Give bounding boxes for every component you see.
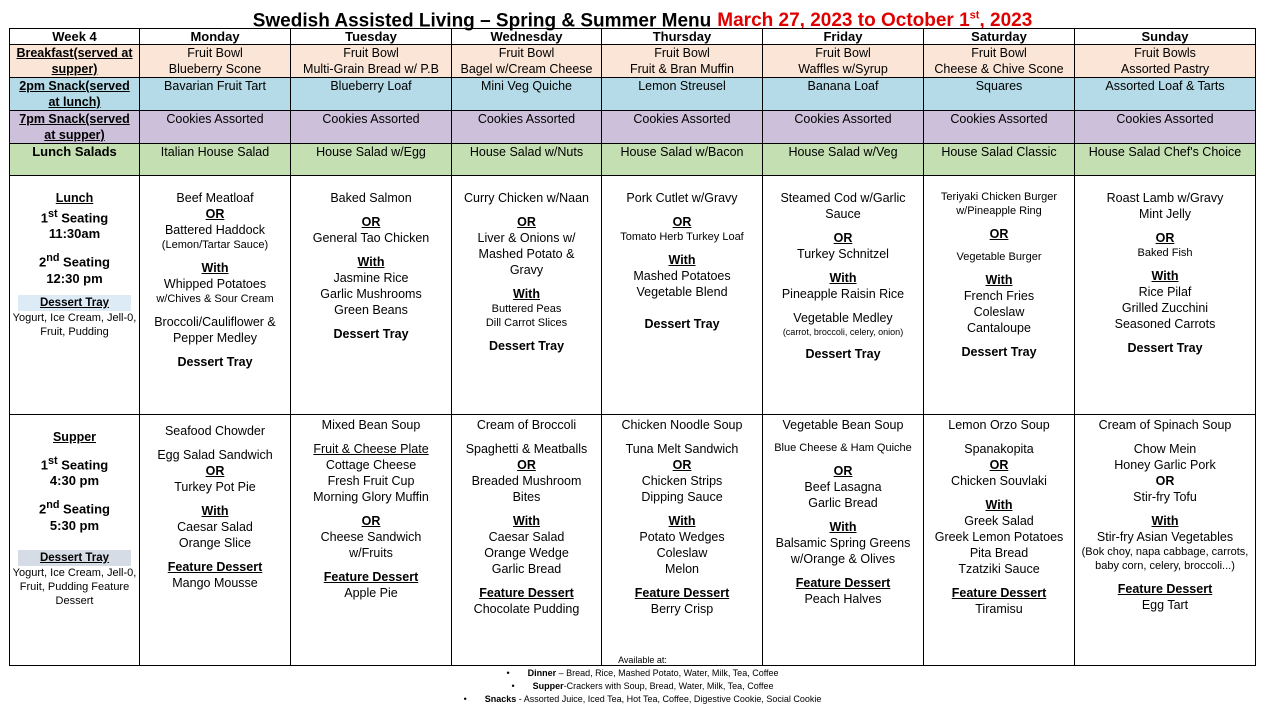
soup: Mixed Bean Soup (321, 418, 421, 432)
footer-text: -Crackers with Soup, Bread, Water, Milk, Tea, Coffee (563, 681, 774, 691)
supper-sunday (1075, 415, 1256, 666)
feature-dessert-label: Feature Dessert (1117, 582, 1213, 596)
side: Rice Pilaf (1138, 285, 1192, 299)
side: Grilled Zucchini (1121, 301, 1209, 315)
entree: w/Pineapple Ring (956, 205, 1042, 217)
entree: Baked Fish (1137, 247, 1193, 259)
with-label: With (513, 287, 540, 301)
side: Balsamic Spring Greens (775, 536, 911, 550)
with-label: With (985, 498, 1013, 512)
salad-item: House Salad w/Bacon (602, 144, 763, 176)
footer-item-dinner (0, 667, 1285, 680)
breakfast-cell (602, 45, 763, 78)
seat-num: 2 (38, 501, 47, 517)
side: Pepper Medley (172, 331, 258, 345)
date-range-sup: st (969, 10, 980, 22)
or-label: OR (361, 215, 381, 229)
breakfast-cell (140, 45, 291, 78)
or-label: OR (361, 514, 381, 528)
lunch-friday (763, 176, 924, 415)
lunch-wednesday (452, 176, 602, 415)
salad-item: House Salad w/Veg (763, 144, 924, 176)
footer-key: Snacks (484, 694, 517, 704)
entree: Garlic Bread (808, 496, 878, 510)
side: Jasmine Rice (333, 271, 409, 285)
lunch-tuesday (291, 176, 452, 415)
entree: Vegetable Burger (956, 251, 1042, 263)
dessert: Dessert Tray (644, 317, 720, 331)
seat-num: 1 (40, 457, 48, 473)
breakfast-cell (763, 45, 924, 78)
side: Garlic Bread (491, 562, 562, 576)
footer-key: Supper (532, 681, 564, 691)
with-label: With (513, 514, 540, 528)
breakfast-cell (924, 45, 1075, 78)
with-label: With (1151, 514, 1179, 528)
supper-tuesday (291, 415, 452, 666)
with-label: With (829, 271, 857, 285)
lunch-seating-1 (12, 206, 137, 226)
seat-num: 1 (40, 210, 48, 226)
entree: Breaded Mushroom (471, 474, 582, 488)
day-header-row (10, 29, 1256, 45)
or-label: OR (1155, 474, 1175, 488)
lunch-saturday (924, 176, 1075, 415)
lunch-row (10, 176, 1256, 415)
snack-7pm-item: Cookies Assorted (602, 111, 763, 144)
supper-wednesday (452, 415, 602, 666)
side: Greek Salad (964, 514, 1034, 528)
side: Broccoli/Cauliflower & (154, 315, 276, 329)
entree: Morning Glory Muffin (313, 490, 429, 504)
side: Stir-fry Asian Vegetables (1096, 530, 1234, 544)
soup: Seafood Chowder (164, 424, 266, 438)
salad-item: House Salad w/Nuts (452, 144, 602, 176)
entree: Mint Jelly (1138, 207, 1192, 221)
footer-item-supper (0, 680, 1285, 693)
breakfast-item: Blueberry Scone (168, 62, 262, 76)
entree: Curry Chicken w/Naan (463, 191, 590, 205)
menu-table (9, 28, 1256, 666)
footer-text: - Assorted Juice, Iced Tea, Hot Tea, Coffee, Digestive Cookie, Social Cookie (516, 694, 822, 704)
lunch-dessert-tray-label: Dessert Tray (18, 295, 131, 311)
with-label: With (357, 255, 385, 269)
seat-word: Seating (57, 210, 109, 226)
supper-dessert-tray-items: Yogurt, Ice Cream, Jell-0, Fruit, Pudding Feature Dessert (12, 566, 137, 607)
seat-sup: nd (46, 499, 60, 512)
dessert: Dessert Tray (333, 327, 409, 341)
breakfast-item: Fruit Bowls (1134, 46, 1196, 60)
dessert: Mango Mousse (172, 576, 258, 590)
salad-item: House Salad w/Egg (291, 144, 452, 176)
side: Coleslaw (656, 546, 708, 560)
side: Pita Bread (969, 546, 1029, 560)
breakfast-cell (1075, 45, 1256, 78)
side: Melon (664, 562, 700, 576)
entree: Honey Garlic Pork (1114, 458, 1216, 472)
or-label: OR (205, 464, 225, 478)
entree: Gravy (509, 263, 544, 277)
side: Potato Wedges (639, 530, 725, 544)
entree: w/Fruits (349, 546, 393, 560)
side: Vegetable Medley (793, 311, 893, 325)
day-sunday: Sunday (1075, 29, 1256, 45)
side: Green Beans (334, 303, 408, 317)
entree: Pork Cutlet w/Gravy (626, 191, 738, 205)
breakfast-item: Fruit Bowl (498, 46, 555, 60)
lunch-dessert-tray-items: Yogurt, Ice Cream, Jell-0, Fruit, Pudding (12, 311, 137, 338)
side: Whipped Potatoes (163, 277, 267, 291)
soup: Lemon Orzo Soup (948, 418, 1050, 432)
salad-item: House Salad Classic (924, 144, 1075, 176)
snack-7pm-item: Cookies Assorted (763, 111, 924, 144)
lunch-label-cell (10, 176, 140, 415)
snack-7pm-item: Cookies Assorted (924, 111, 1075, 144)
with-label: With (829, 520, 857, 534)
breakfast-item: Bagel w/Cream Cheese (460, 62, 593, 76)
feature-dessert-label: Feature Dessert (323, 570, 419, 584)
side: Dill Carrot Slices (485, 317, 568, 329)
or-label: OR (672, 215, 692, 229)
side: Greek Lemon Potatoes (934, 530, 1064, 544)
dessert: Dessert Tray (488, 339, 565, 353)
entree: Beef Meatloaf (176, 191, 254, 205)
with-label: With (201, 261, 229, 275)
soup: Cream of Spinach Soup (1098, 418, 1232, 432)
entree: Spanakopita (964, 442, 1034, 456)
side: French Fries (963, 289, 1035, 303)
dessert: Dessert Tray (805, 347, 881, 361)
side: Tzatziki Sauce (958, 562, 1040, 576)
entree: Turkey Schnitzel (797, 247, 889, 261)
side: Mashed Potatoes (633, 269, 731, 283)
entree: Chicken Souvlaki (951, 474, 1047, 488)
supper-thursday (602, 415, 763, 666)
dessert: Chocolate Pudding (473, 602, 580, 616)
snack-2pm-item: Blueberry Loaf (291, 78, 452, 111)
dessert: Berry Crisp (650, 602, 714, 616)
seat-word: Seating (57, 457, 109, 473)
snack-2pm-label: 2pm Snack(served at lunch) (10, 78, 140, 111)
snack-7pm-item: Cookies Assorted (452, 111, 602, 144)
dessert: Peach Halves (804, 592, 882, 606)
side: Coleslaw (973, 305, 1025, 319)
lunch-salads-row (10, 144, 1256, 176)
day-monday: Monday (140, 29, 291, 45)
side: w/Orange & Olives (790, 552, 896, 566)
side: Caesar Salad (177, 520, 253, 534)
breakfast-cell (452, 45, 602, 78)
with-label: With (668, 514, 696, 528)
snack-2pm-item: Banana Loaf (763, 78, 924, 111)
or-label: OR (989, 458, 1009, 472)
supper-dessert-tray-label: Dessert Tray (18, 550, 131, 566)
entree: Dipping Sauce (641, 490, 723, 504)
lunch-seating-2 (12, 250, 137, 270)
supper-seating-1 (12, 453, 137, 473)
supper-row (10, 415, 1256, 666)
day-tuesday: Tuesday (291, 29, 452, 45)
soup: Chicken Noodle Soup (621, 418, 743, 432)
date-range-start: March 27, 2023 to October 1 (717, 10, 970, 32)
snack-2pm-item: Assorted Loaf & Tarts (1075, 78, 1256, 111)
side: Cantaloupe (967, 321, 1031, 335)
entree: Chow Mein (1133, 442, 1197, 456)
entree: Mashed Potato & (478, 247, 575, 261)
breakfast-item: Fruit & Bran Muffin (630, 62, 734, 76)
snack-2pm-item: Squares (924, 78, 1075, 111)
breakfast-item: Fruit Bowl (343, 46, 399, 60)
seat-sup: st (48, 208, 58, 220)
snack-7pm-label: 7pm Snack(served at supper) (10, 111, 140, 144)
entree: Chicken Strips (641, 474, 723, 488)
entree: Cheese Sandwich (320, 530, 422, 544)
supper-monday (140, 415, 291, 666)
or-label: OR (205, 207, 225, 221)
snack-2pm-row (10, 78, 1256, 111)
entree: Steamed Cod w/Garlic (780, 191, 906, 205)
side: Caesar Salad (488, 530, 565, 544)
side: Garlic Mushrooms (320, 287, 422, 301)
supper-label-cell (10, 415, 140, 666)
side: Orange Slice (178, 536, 252, 550)
entree: Teriyaki Chicken Burger (940, 191, 1058, 203)
with-label: With (1151, 269, 1179, 283)
side: Buttered Peas (491, 303, 562, 315)
snack-7pm-item: Cookies Assorted (291, 111, 452, 144)
breakfast-item: Fruit Bowl (187, 46, 243, 60)
day-thursday: Thursday (602, 29, 763, 45)
with-label: With (201, 504, 229, 518)
supper-seating-2 (12, 497, 137, 517)
soup: Cream of Broccoli (476, 418, 577, 432)
seat-sup: nd (46, 252, 60, 265)
salad-item: Italian House Salad (140, 144, 291, 176)
entree: General Tao Chicken (312, 231, 430, 245)
entree: Roast Lamb w/Gravy (1106, 191, 1224, 205)
dessert: Dessert Tray (177, 355, 253, 369)
lunch-seating-2-time: 12:30 pm (46, 270, 103, 286)
footer-heading: Available at: (618, 655, 667, 665)
menu-title-main: Swedish Assisted Living – Spring & Summer Menu (252, 10, 712, 32)
entree: Cottage Cheese (325, 458, 417, 472)
breakfast-label: Breakfast(served at supper) (10, 45, 140, 78)
breakfast-item: Fruit Bowl (815, 46, 871, 60)
entree: Egg Salad Sandwich (157, 448, 273, 462)
dessert: Egg Tart (1141, 598, 1189, 612)
footer-notes (0, 654, 1285, 706)
feature-dessert-label: Feature Dessert (951, 586, 1047, 600)
soup: Vegetable Bean Soup (782, 418, 904, 432)
breakfast-item: Cheese & Chive Scone (934, 62, 1064, 76)
lunch-thursday (602, 176, 763, 415)
day-friday: Friday (763, 29, 924, 45)
entree: Baked Salmon (330, 191, 412, 205)
snack-2pm-item: Bavarian Fruit Tart (140, 78, 291, 111)
snack-7pm-row (10, 111, 1256, 144)
lunch-title: Lunch (55, 191, 94, 205)
footer-key: Dinner (527, 668, 557, 678)
or-label: OR (989, 227, 1009, 241)
lunch-seating-1-time: 11:30am (48, 226, 101, 242)
seat-word: Seating (59, 501, 111, 517)
feature-dessert-label: Feature Dessert (795, 576, 891, 590)
dessert: Dessert Tray (961, 345, 1037, 359)
lunch-salads-label: Lunch Salads (10, 144, 140, 176)
dessert: Apple Pie (344, 586, 398, 600)
with-label: With (668, 253, 696, 267)
entree: Beef Lasagna (804, 480, 882, 494)
entree: Tuna Melt Sandwich (625, 442, 739, 456)
dessert: Tiramisu (975, 602, 1023, 616)
dessert: Dessert Tray (1127, 341, 1203, 355)
feature-dessert-label: Feature Dessert (634, 586, 730, 600)
breakfast-item: Assorted Pastry (1120, 62, 1210, 76)
or-label: OR (1155, 231, 1175, 245)
breakfast-row (10, 45, 1256, 78)
supper-seating-1-time: 4:30 pm (49, 473, 100, 489)
side-note: w/Chives & Sour Cream (156, 293, 274, 305)
footer-text: – Bread, Rice, Mashed Potato, Water, Milk, Tea, Coffee (556, 668, 779, 678)
seat-word: Seating (59, 254, 111, 270)
day-saturday: Saturday (924, 29, 1075, 45)
breakfast-item: Fruit Bowl (654, 46, 710, 60)
supper-friday (763, 415, 924, 666)
day-wednesday: Wednesday (452, 29, 602, 45)
breakfast-item: Waffles w/Syrup (798, 62, 888, 76)
with-label: With (985, 273, 1013, 287)
entree: Fruit & Cheese Plate (313, 442, 429, 456)
or-label: OR (833, 231, 853, 245)
entree: Stir-fry Tofu (1133, 490, 1197, 504)
entree: Spaghetti & Meatballs (465, 442, 588, 456)
snack-7pm-item: Cookies Assorted (1075, 111, 1256, 144)
side: Vegetable Blend (636, 285, 728, 299)
feature-dessert-label: Feature Dessert (167, 560, 263, 574)
week-label: Week 4 (10, 29, 140, 45)
entree: Fresh Fruit Cup (327, 474, 415, 488)
seat-sup: st (48, 455, 58, 467)
entree: Liver & Onions w/ (477, 231, 576, 245)
date-range-end: , 2023 (979, 10, 1033, 32)
salad-item: House Salad Chef's Choice (1075, 144, 1256, 176)
supper-title: Supper (52, 430, 97, 444)
supper-saturday (924, 415, 1075, 666)
breakfast-cell (291, 45, 452, 78)
footer-list (0, 667, 1285, 706)
or-label: OR (833, 464, 853, 478)
breakfast-item: Multi-Grain Bread w/ P.B (303, 62, 439, 76)
entree: Tomato Herb Turkey Loaf (620, 231, 744, 243)
footer-item-snacks (0, 693, 1285, 706)
or-label: OR (517, 215, 536, 229)
side: Pineapple Raisin Rice (781, 287, 905, 301)
seat-num: 2 (38, 254, 47, 270)
lunch-monday (140, 176, 291, 415)
side-note: (carrot, broccoli, celery, onion) (782, 327, 904, 337)
entree: Turkey Pot Pie (174, 480, 256, 494)
entree: Sauce (825, 207, 861, 221)
supper-seating-2-time: 5:30 pm (49, 517, 100, 533)
or-label: OR (517, 458, 536, 472)
entree: Blue Cheese & Ham Quiche (774, 442, 912, 454)
side: Orange Wedge (484, 546, 569, 560)
side: Seasoned Carrots (1114, 317, 1216, 331)
entree-note: (Lemon/Tartar Sauce) (161, 239, 269, 251)
side-note: (Bok choy, napa cabbage, carrots, baby corn, celery, broccoli...) (1081, 546, 1249, 572)
snack-7pm-item: Cookies Assorted (140, 111, 291, 144)
entree: Bites (512, 490, 541, 504)
snack-2pm-item: Mini Veg Quiche (452, 78, 602, 111)
or-label: OR (672, 458, 692, 472)
breakfast-item: Fruit Bowl (971, 46, 1027, 60)
entree: Battered Haddock (164, 223, 266, 237)
snack-2pm-item: Lemon Streusel (602, 78, 763, 111)
feature-dessert-label: Feature Dessert (479, 586, 574, 600)
lunch-sunday (1075, 176, 1256, 415)
